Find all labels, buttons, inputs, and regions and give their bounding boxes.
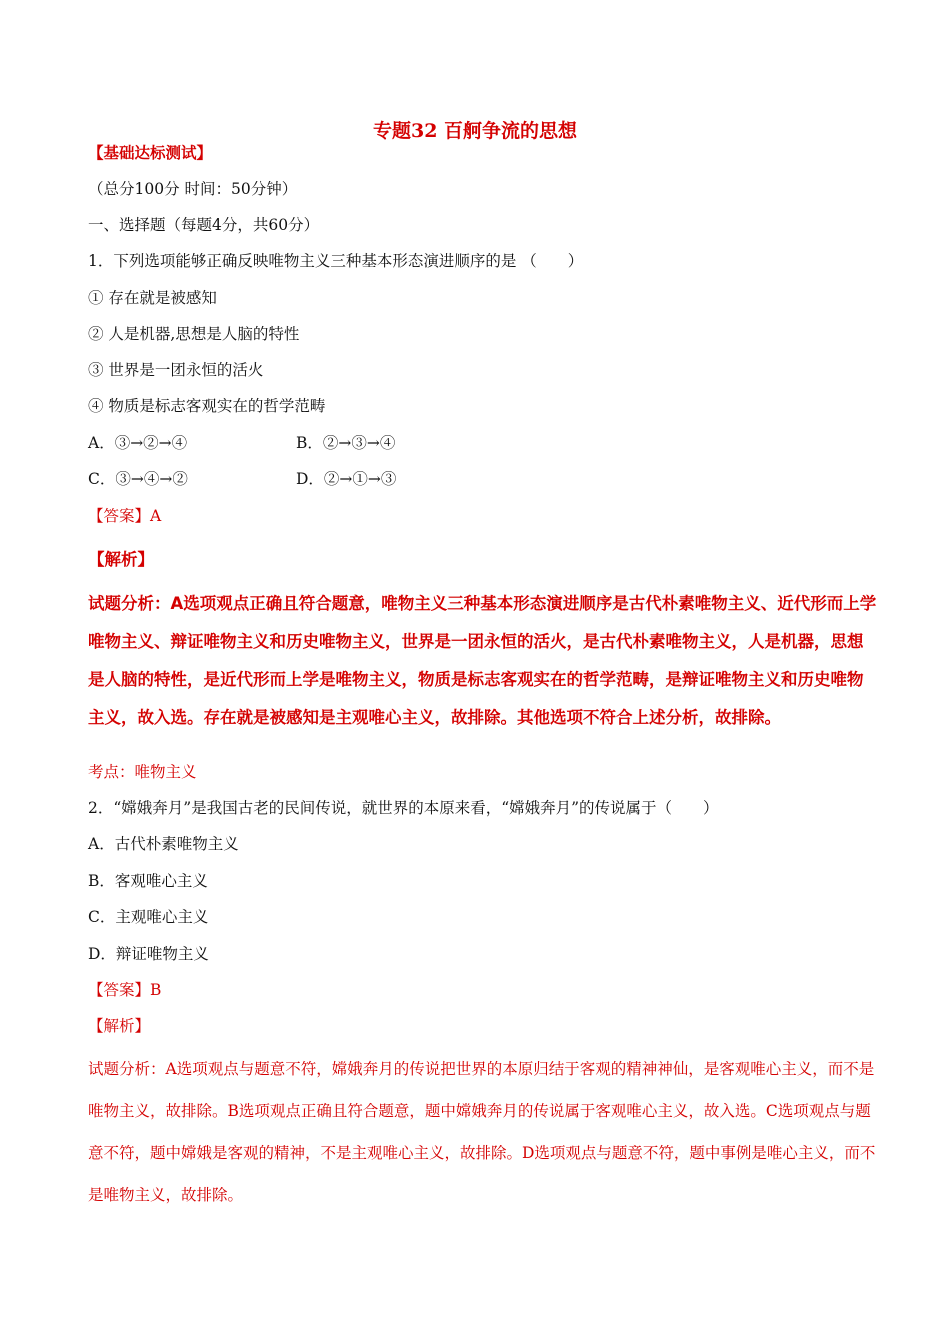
question-1-option-b: B．②→③→④ xyxy=(296,434,396,452)
page-title: 专题32 百舸争流的思想 xyxy=(372,120,578,142)
question-2-answer: 【答案】B xyxy=(88,981,162,999)
test-info: （总分100分 时间：50分钟） xyxy=(88,180,298,198)
question-1-item-2: ② 人是机器,思想是人脑的特性 xyxy=(88,325,300,343)
question-2-option-c: C．主观唯心主义 xyxy=(88,908,209,926)
question-1-option-c: C．③→④→② xyxy=(88,470,188,488)
question-1-kaodian: 考点：唯物主义 xyxy=(88,763,197,781)
question-1-item-4: ④ 物质是标志客观实在的哲学范畴 xyxy=(88,397,326,415)
question-1-analysis-label: 【解析】 xyxy=(88,550,154,569)
part-heading: 一、选择题（每题4分，共60分） xyxy=(88,216,320,234)
question-2-analysis: 试题分析：A选项观点与题意不符，嫦娥奔月的传说把世界的本原归结于客观的精神神仙，是客观唯心主义，而不是唯物主义，故排除。B选项观点正确且符合题意，题中嫦娥奔月的传说属于客观唯心主义，故入选。C选项观点与题意不符，题中嫦娥是客观的精神，不是主观唯心主义，故排除。D选项观点与题意不符，题中事例是唯心主义，而不是唯物主义，故排除。 xyxy=(88,1060,876,1204)
question-2-analysis-label: 【解析】 xyxy=(88,1017,151,1035)
question-2-option-b: B．客观唯心主义 xyxy=(88,872,208,890)
question-2-stem: 2．“嫦娥奔月”是我国古老的民间传说，就世界的本原来看，“嫦娥奔月”的传说属于（ ） xyxy=(88,799,719,817)
question-1-analysis: 试题分析：A选项观点正确且符合题意，唯物主义三种基本形态演进顺序是古代朴素唯物主义、近代形而上学唯物主义、辩证唯物主义和历史唯物主义，世界是一团永恒的活火，是古代朴素唯物主义，人是机器，思想是人脑的特性，是近代形而上学是唯物主义，物质是标志客观实在的哲学范畴，是辩证唯物主义和历史唯物主义，故入选。存在就是被感知是主观唯心主义，故排除。其他选项不符合上述分析，故排除。 xyxy=(88,594,877,727)
question-1-item-3: ③ 世界是一团永恒的活火 xyxy=(88,361,264,379)
question-2-option-a: A．古代朴素唯物主义 xyxy=(88,835,239,853)
question-1-option-a: A．③→②→④ xyxy=(88,434,188,452)
question-1-answer: 【答案】A xyxy=(88,507,162,525)
question-2-option-d: D．辩证唯物主义 xyxy=(88,945,209,963)
question-1-option-d: D．②→①→③ xyxy=(296,470,397,488)
question-1-item-1: ① 存在就是被感知 xyxy=(88,289,217,307)
section-label: 【基础达标测试】 xyxy=(88,143,213,162)
question-1-stem: 1．下列选项能够正确反映唯物主义三种基本形态演进顺序的是 （ ） xyxy=(88,252,584,270)
